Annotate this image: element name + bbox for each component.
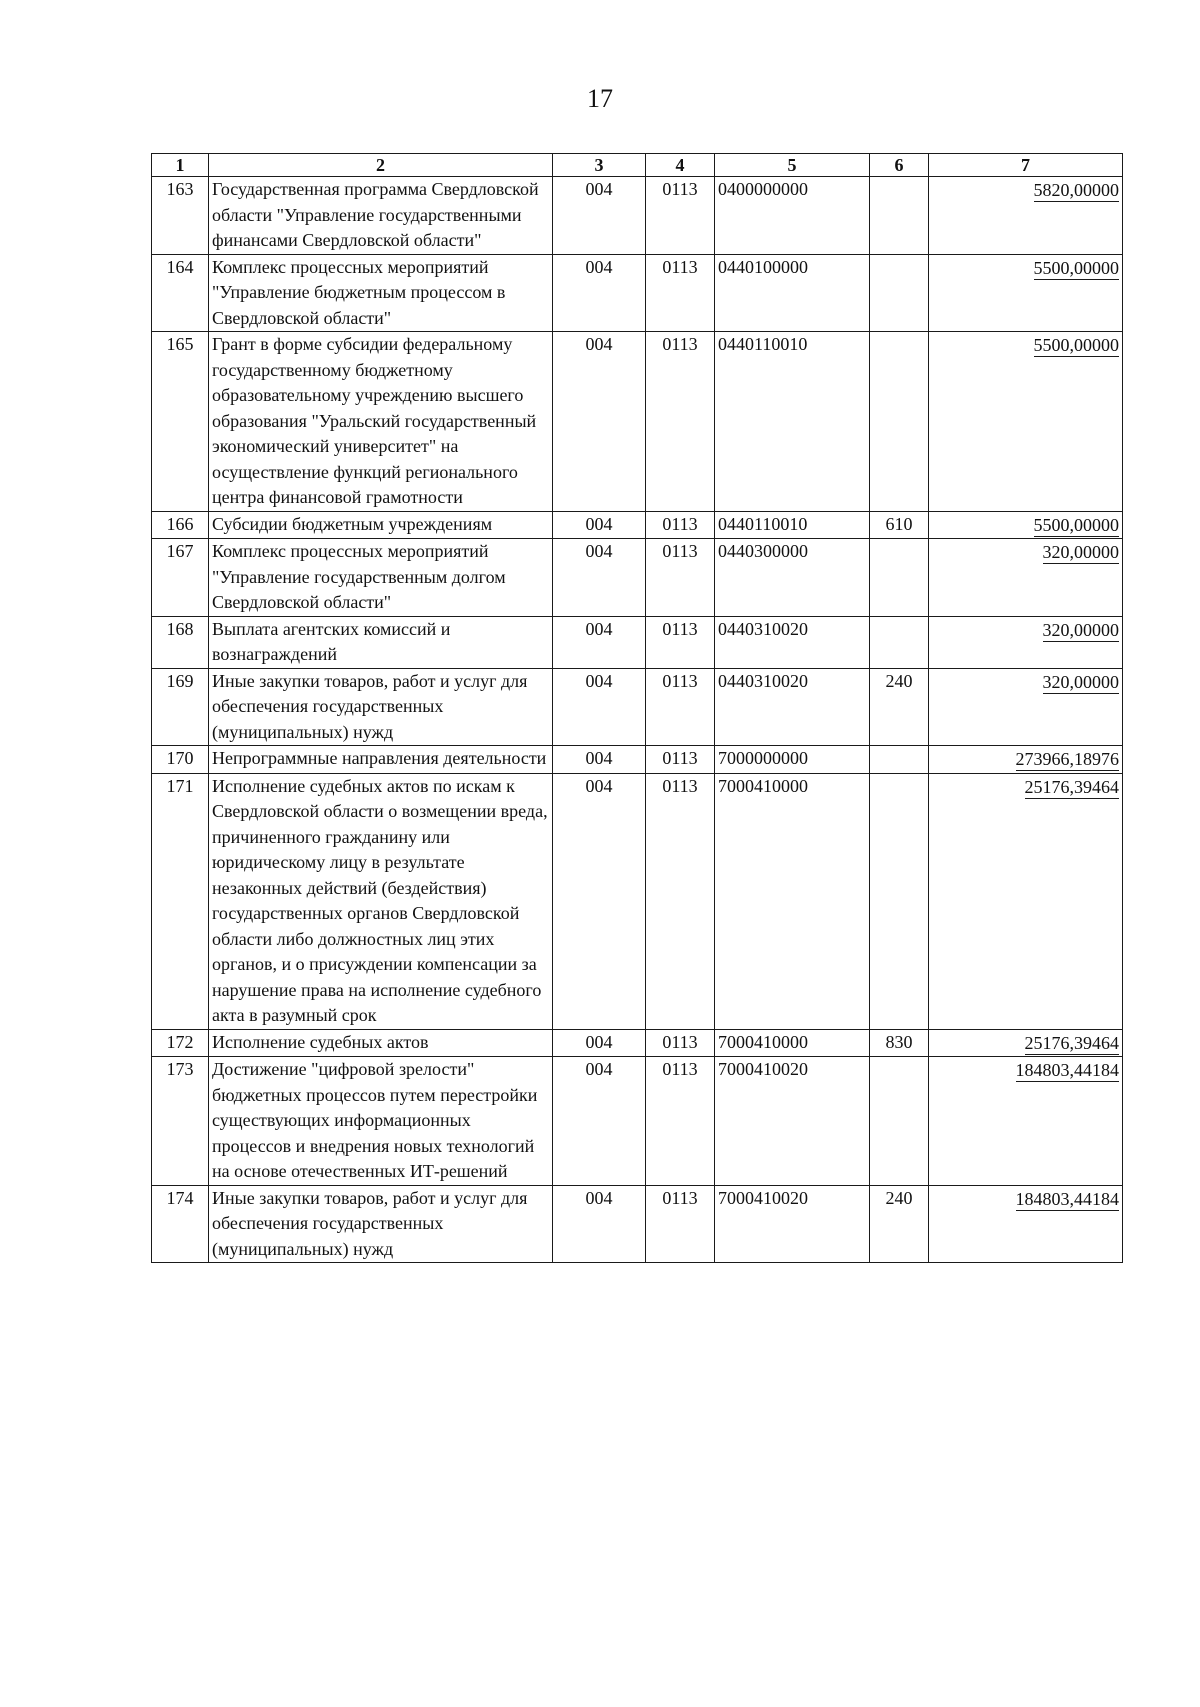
row-name: Непрограммные направления деятельности [209, 746, 553, 774]
row-amount-value: 273966,18976 [1016, 746, 1120, 771]
table-row [152, 746, 1123, 774]
row-amount [929, 254, 1123, 332]
row-vr [870, 254, 929, 332]
row-amount-value: 5820,00000 [1034, 177, 1120, 202]
row-name: Субсидии бюджетным учреждениям [209, 511, 553, 539]
row-razdel: 0113 [646, 254, 715, 332]
row-number: 171 [152, 773, 209, 1029]
row-csr: 0440300000 [715, 539, 870, 617]
row-number: 172 [152, 1029, 209, 1057]
row-csr: 0440310020 [715, 668, 870, 746]
row-csr: 0440110010 [715, 511, 870, 539]
table-row [152, 254, 1123, 332]
row-vr: 610 [870, 511, 929, 539]
row-vr: 830 [870, 1029, 929, 1057]
row-amount-value: 184803,44184 [1016, 1186, 1120, 1211]
row-amount [929, 1057, 1123, 1186]
row-name: Иные закупки товаров, работ и услуг для обеспечения государственных (муниципальных) нужд [209, 668, 553, 746]
row-razdel: 0113 [646, 177, 715, 255]
row-name: Комплекс процессных мероприятий "Управление государственным долгом Свердловской области" [209, 539, 553, 617]
table-row [152, 177, 1123, 255]
row-amount [929, 773, 1123, 1029]
table-row [152, 773, 1123, 1029]
header-col-4: 4 [646, 154, 715, 177]
row-csr: 7000000000 [715, 746, 870, 774]
row-amount-value: 25176,39464 [1025, 1030, 1120, 1055]
row-name: Выплата агентских комиссий и вознаграждений [209, 616, 553, 668]
header-col-3: 3 [553, 154, 646, 177]
row-number: 169 [152, 668, 209, 746]
row-number: 170 [152, 746, 209, 774]
row-csr: 7000410020 [715, 1057, 870, 1186]
row-ved: 004 [553, 511, 646, 539]
row-name: Достижение "цифровой зрелости" бюджетных процессов путем перестройки существующих информационных процессов и внедрения новых технологий на основе отечественных ИТ-решений [209, 1057, 553, 1186]
row-amount [929, 1185, 1123, 1263]
header-col-2: 2 [209, 154, 553, 177]
header-col-5: 5 [715, 154, 870, 177]
row-number: 164 [152, 254, 209, 332]
row-razdel: 0113 [646, 616, 715, 668]
table-row [152, 511, 1123, 539]
row-ved: 004 [553, 332, 646, 512]
header-col-7: 7 [929, 154, 1123, 177]
row-name: Грант в форме субсидии федеральному государственному бюджетному образовательному учреждению высшего образования "Уральский государственный экономический университет" на осуществление функций регионального центра финансовой грамотности [209, 332, 553, 512]
row-ved: 004 [553, 668, 646, 746]
page-number: 17 [587, 84, 613, 113]
row-amount [929, 1029, 1123, 1057]
row-csr: 0400000000 [715, 177, 870, 255]
row-name: Комплекс процессных мероприятий "Управление бюджетным процессом в Свердловской области" [209, 254, 553, 332]
budget-table [151, 153, 1123, 1263]
row-amount-value: 320,00000 [1043, 539, 1120, 564]
row-csr: 0440310020 [715, 616, 870, 668]
row-name: Государственная программа Свердловской области "Управление государственными финансами Свердловской области" [209, 177, 553, 255]
row-number: 165 [152, 332, 209, 512]
row-number: 168 [152, 616, 209, 668]
row-vr: 240 [870, 668, 929, 746]
header-row [152, 154, 1123, 177]
row-ved: 004 [553, 1029, 646, 1057]
table-row [152, 1185, 1123, 1263]
row-razdel: 0113 [646, 1057, 715, 1186]
table-row [152, 332, 1123, 512]
row-name: Исполнение судебных актов по искам к Свердловской области о возмещении вреда, причиненного гражданину или юридическому лицу в результате незаконных действий (бездействия) государственных органов Свердловской области либо должностных лиц этих органов, и о присуждении компенсации за нарушение права на исполнение судебного акта в разумный срок [209, 773, 553, 1029]
row-razdel: 0113 [646, 773, 715, 1029]
row-csr: 7000410020 [715, 1185, 870, 1263]
row-amount-value: 25176,39464 [1025, 774, 1120, 799]
row-amount [929, 332, 1123, 512]
row-amount [929, 177, 1123, 255]
row-amount [929, 539, 1123, 617]
row-number: 174 [152, 1185, 209, 1263]
row-amount-value: 5500,00000 [1034, 332, 1120, 357]
header-col-6: 6 [870, 154, 929, 177]
row-vr [870, 332, 929, 512]
row-amount [929, 511, 1123, 539]
row-amount [929, 746, 1123, 774]
row-csr: 7000410000 [715, 1029, 870, 1057]
row-razdel: 0113 [646, 539, 715, 617]
row-razdel: 0113 [646, 511, 715, 539]
row-number: 173 [152, 1057, 209, 1186]
row-vr: 240 [870, 1185, 929, 1263]
row-amount [929, 616, 1123, 668]
row-ved: 004 [553, 1185, 646, 1263]
row-razdel: 0113 [646, 1185, 715, 1263]
row-vr [870, 177, 929, 255]
row-vr [870, 773, 929, 1029]
row-vr [870, 539, 929, 617]
row-ved: 004 [553, 177, 646, 255]
table-row [152, 1057, 1123, 1186]
row-name: Исполнение судебных актов [209, 1029, 553, 1057]
row-razdel: 0113 [646, 668, 715, 746]
table-row [152, 539, 1123, 617]
row-amount-value: 5500,00000 [1034, 255, 1120, 280]
row-csr: 7000410000 [715, 773, 870, 1029]
row-vr [870, 616, 929, 668]
row-ved: 004 [553, 254, 646, 332]
row-name: Иные закупки товаров, работ и услуг для обеспечения государственных (муниципальных) нужд [209, 1185, 553, 1263]
table-row [152, 668, 1123, 746]
row-number: 163 [152, 177, 209, 255]
row-amount-value: 5500,00000 [1034, 512, 1120, 537]
row-vr [870, 1057, 929, 1186]
row-vr [870, 746, 929, 774]
row-csr: 0440100000 [715, 254, 870, 332]
row-ved: 004 [553, 1057, 646, 1186]
row-amount [929, 668, 1123, 746]
row-ved: 004 [553, 746, 646, 774]
row-razdel: 0113 [646, 746, 715, 774]
row-amount-value: 320,00000 [1043, 617, 1120, 642]
row-number: 166 [152, 511, 209, 539]
row-csr: 0440110010 [715, 332, 870, 512]
row-ved: 004 [553, 616, 646, 668]
row-ved: 004 [553, 773, 646, 1029]
row-amount-value: 184803,44184 [1016, 1057, 1120, 1082]
row-razdel: 0113 [646, 332, 715, 512]
row-number: 167 [152, 539, 209, 617]
header-col-1: 1 [152, 154, 209, 177]
row-amount-value: 320,00000 [1043, 669, 1120, 694]
row-ved: 004 [553, 539, 646, 617]
table-row [152, 1029, 1123, 1057]
row-razdel: 0113 [646, 1029, 715, 1057]
table-row [152, 616, 1123, 668]
